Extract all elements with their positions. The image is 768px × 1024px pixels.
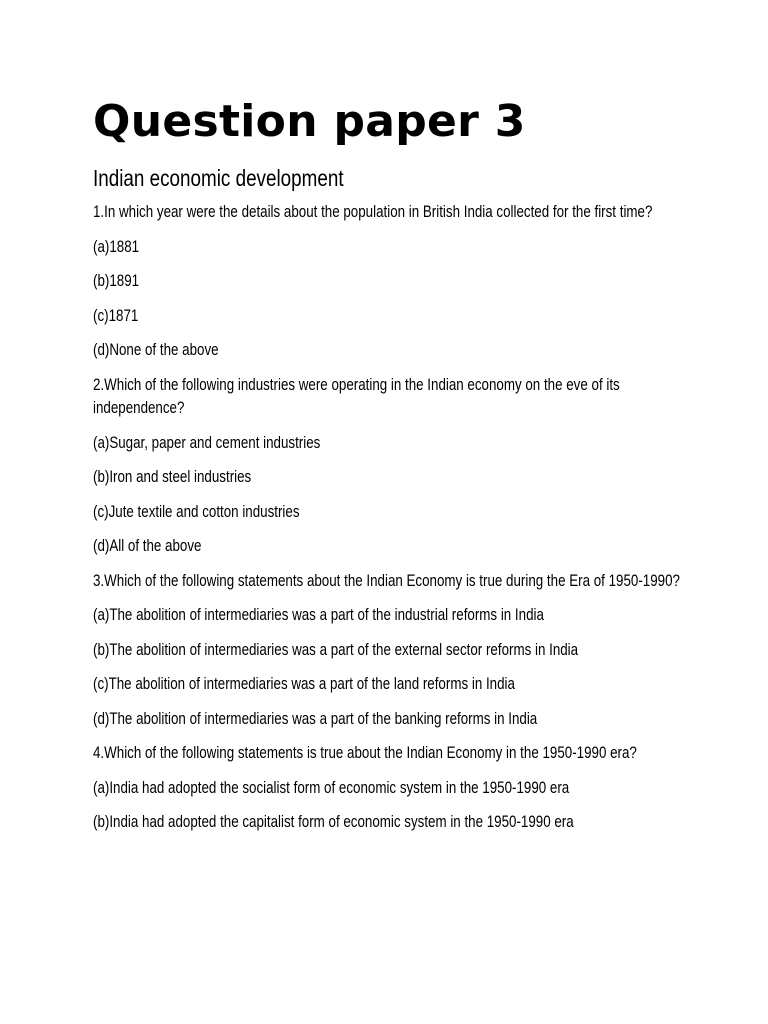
question-text: 3.Which of the following statements about the Indian Economy is true during the Era of 1950-1990? (93, 571, 680, 590)
question-block (93, 374, 693, 559)
answer-option: (a)The abolition of intermediaries was a part of the industrial reforms in India (93, 606, 544, 624)
answer-option: (c)Jute textile and cotton industries (93, 502, 300, 521)
answer-option: (d)All of the above (93, 537, 202, 555)
answer-option: (d)The abolition of intermediaries was a part of the banking reforms in India (93, 709, 538, 728)
question-text: 4.Which of the following statements is true about the Indian Economy in the 1950-1990 era? (93, 744, 637, 762)
answer-option: (b)Iron and steel industries (93, 468, 252, 486)
answer-option: (b)India had adopted the capitalist form of economic system in the 1950-1990 era (93, 813, 574, 831)
question-list (93, 201, 693, 835)
question-block (93, 742, 693, 835)
page-title: Question paper 3 (93, 96, 526, 147)
question-block (93, 201, 693, 363)
answer-option: (c)The abolition of intermediaries was a part of the land reforms in India (93, 675, 515, 693)
answer-option: (b)1891 (93, 272, 140, 290)
document-page (93, 96, 693, 846)
question-block (93, 570, 693, 732)
question-text: 1.In which year were the details about the population in British India collected for the first time? (93, 203, 653, 221)
answer-option: (a)India had adopted the socialist form of economic system in the 1950-1990 era (93, 778, 570, 797)
question-text: 2.Which of the following industries were operating in the Indian economy on the eve of its independence? (93, 375, 620, 417)
answer-option: (b)The abolition of intermediaries was a part of the external sector reforms in India (93, 640, 579, 659)
answer-option: (a)Sugar, paper and cement industries (93, 433, 321, 452)
page-subtitle: Indian economic development (93, 165, 344, 191)
answer-option: (a)1881 (93, 237, 140, 256)
answer-option: (c)1871 (93, 306, 139, 325)
answer-option: (d)None of the above (93, 341, 219, 359)
